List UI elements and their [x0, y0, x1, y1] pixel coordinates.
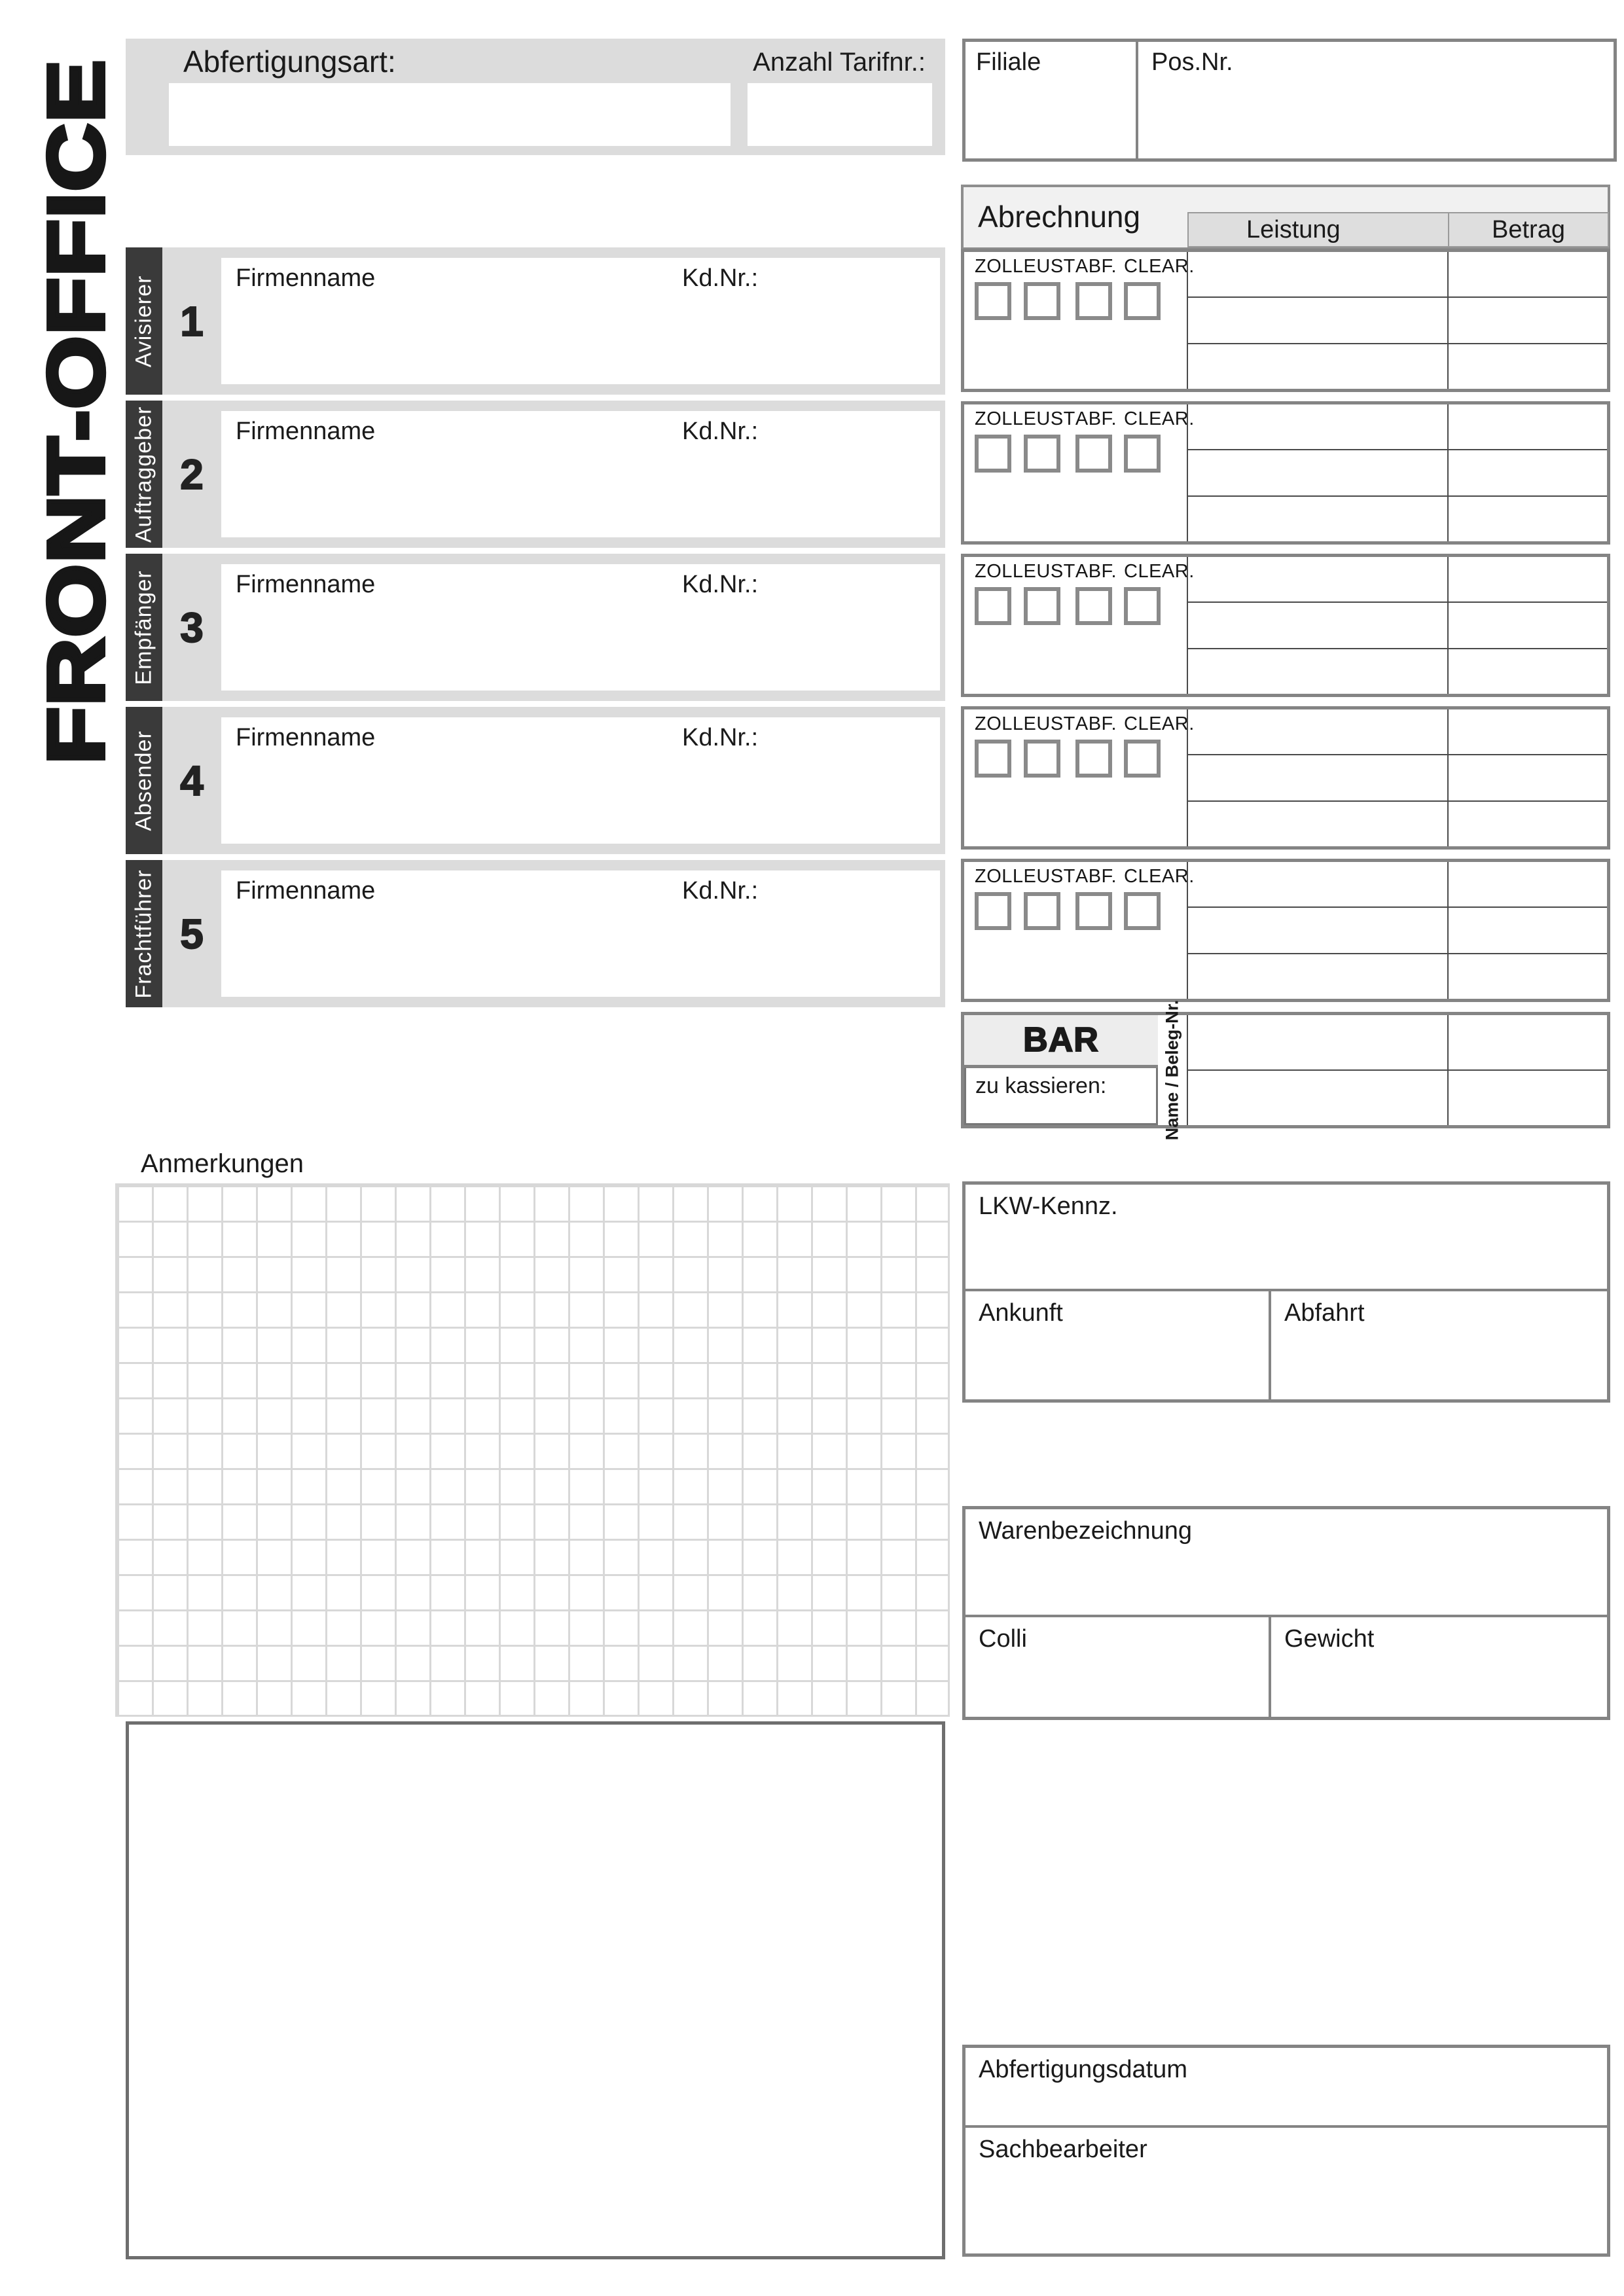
- zoll-checkbox[interactable]: [975, 587, 1011, 625]
- clear-checkbox[interactable]: [1124, 892, 1161, 930]
- zoll-label: ZOLL: [975, 713, 1024, 734]
- role-label: Empfänger: [131, 569, 156, 685]
- betrag-cell[interactable]: [1447, 649, 1607, 694]
- eust-checkbox[interactable]: [1024, 435, 1060, 473]
- role-label: Absender: [131, 730, 156, 831]
- party-row-frachtfuehrer: [126, 860, 945, 1007]
- bar-table: [1187, 1015, 1607, 1125]
- name-beleg-label: Name / Beleg-Nr.: [1162, 999, 1182, 1141]
- role-label: Auftraggeber: [131, 406, 156, 543]
- party-row-absender: [126, 707, 945, 854]
- eust-checkbox[interactable]: [1024, 740, 1060, 778]
- posnr-label: Pos.Nr.: [1151, 48, 1233, 76]
- party-band: [162, 247, 945, 395]
- betrag-cell[interactable]: [1447, 298, 1607, 342]
- eust-label: EUST: [1023, 561, 1075, 582]
- clear-checkbox[interactable]: [1124, 282, 1161, 320]
- firmenname-input[interactable]: [221, 258, 940, 384]
- clear-checkbox[interactable]: [1124, 435, 1161, 473]
- party-number: 2: [180, 450, 204, 498]
- colli-label: Colli: [979, 1625, 1027, 1653]
- checkbox-cell: [964, 709, 1195, 846]
- abf-checkbox[interactable]: [1075, 740, 1112, 778]
- party-number: 1: [180, 297, 204, 345]
- party-number: 3: [180, 603, 204, 651]
- leistung-betrag-table: [1187, 252, 1607, 389]
- betrag-cell[interactable]: [1447, 344, 1607, 389]
- anmerkungen-grid[interactable]: [115, 1183, 950, 1717]
- abfertigung-section: [962, 2045, 1610, 2257]
- clear-label: CLEAR.: [1124, 866, 1195, 887]
- firmenname-input[interactable]: [221, 870, 940, 997]
- anmerkungen-label: Anmerkungen: [141, 1149, 304, 1178]
- leistung-cell[interactable]: [1188, 954, 1447, 999]
- abfertigungsart-input[interactable]: [169, 83, 731, 146]
- leistung-cell[interactable]: [1188, 450, 1447, 495]
- party-number: 5: [180, 910, 204, 958]
- gewicht-field[interactable]: [1271, 1617, 1607, 1717]
- sachbearbeiter-field[interactable]: [965, 2128, 1607, 2253]
- zoll-checkbox[interactable]: [975, 435, 1011, 473]
- leistung-cell[interactable]: [1188, 802, 1447, 846]
- zoll-label: ZOLL: [975, 866, 1024, 887]
- leistung-cell[interactable]: [1188, 862, 1447, 906]
- posnr-field[interactable]: [1138, 42, 1614, 158]
- firmenname-label: Firmenname: [236, 877, 376, 905]
- leistung-cell[interactable]: [1188, 649, 1447, 694]
- abfertigungsart-section: [126, 39, 945, 155]
- eust-label: EUST: [1023, 866, 1075, 887]
- firmenname-label: Firmenname: [236, 418, 376, 445]
- party-number: 4: [180, 757, 204, 804]
- abrechnung-header: [961, 185, 1610, 250]
- role-tab: [126, 247, 162, 395]
- leistung-betrag-table: [1187, 709, 1607, 846]
- leistung-betrag-table: [1187, 404, 1607, 541]
- form-title-vertical: [31, 31, 120, 764]
- betrag-cell[interactable]: [1447, 755, 1607, 800]
- betrag-cell[interactable]: [1447, 709, 1607, 754]
- leistung-cell[interactable]: [1188, 252, 1447, 296]
- abf-checkbox[interactable]: [1075, 282, 1112, 320]
- party-band: [162, 860, 945, 1007]
- zoll-checkbox[interactable]: [975, 282, 1011, 320]
- abfahrt-field[interactable]: [1271, 1291, 1607, 1399]
- role-tab: [126, 707, 162, 854]
- kdnr-label: Kd.Nr.:: [682, 877, 759, 905]
- kdnr-label: Kd.Nr.:: [682, 418, 759, 445]
- clear-checkbox[interactable]: [1124, 740, 1161, 778]
- anzahl-tarifnr-label: Anzahl Tarifnr.:: [753, 48, 926, 77]
- leistung-cell[interactable]: [1188, 603, 1447, 647]
- firmenname-label: Firmenname: [236, 571, 376, 598]
- betrag-cell[interactable]: [1447, 1015, 1607, 1069]
- abrechnung-group-1: [961, 249, 1610, 392]
- leistung-cell[interactable]: [1188, 497, 1447, 541]
- zu-kassieren-label: zu kassieren:: [975, 1073, 1107, 1098]
- leistung-betrag-table: [1187, 557, 1607, 694]
- checkbox-cell: [964, 557, 1195, 694]
- firmenname-input[interactable]: [221, 564, 940, 691]
- ankunft-label: Ankunft: [979, 1299, 1063, 1327]
- party-row-auftraggeber: [126, 401, 945, 548]
- betrag-cell[interactable]: [1447, 1071, 1607, 1125]
- filiale-posnr-box: [962, 39, 1617, 162]
- betrag-cell[interactable]: [1447, 802, 1607, 846]
- warenbezeichnung-field[interactable]: [965, 1509, 1607, 1617]
- filiale-field[interactable]: [965, 42, 1138, 158]
- leistung-column-header: Leistung: [1187, 212, 1449, 247]
- eust-label: EUST: [1023, 256, 1075, 277]
- betrag-column-header: Betrag: [1448, 212, 1609, 247]
- form-title: FRONT-OFFICE: [31, 59, 120, 764]
- party-row-empfaenger: [126, 554, 945, 701]
- leistung-cell[interactable]: [1188, 755, 1447, 800]
- leistung-cell[interactable]: [1188, 557, 1447, 601]
- warenbezeichnung-label: Warenbezeichnung: [979, 1517, 1193, 1545]
- leistung-cell[interactable]: [1188, 1071, 1447, 1125]
- role-tab: [126, 554, 162, 701]
- betrag-cell[interactable]: [1447, 954, 1607, 999]
- abfertigungsdatum-label: Abfertigungsdatum: [979, 2056, 1187, 2083]
- anzahl-tarifnr-input[interactable]: [748, 83, 932, 146]
- zu-kassieren-field[interactable]: [964, 1068, 1158, 1125]
- abf-checkbox[interactable]: [1075, 892, 1112, 930]
- leistung-betrag-table: [1187, 862, 1607, 999]
- abfertigungsdatum-field[interactable]: [965, 2048, 1607, 2128]
- abfertigungsart-label: Abfertigungsart:: [183, 45, 396, 79]
- leistung-cell[interactable]: [1188, 298, 1447, 342]
- zoll-label: ZOLL: [975, 408, 1024, 429]
- role-tab: [126, 860, 162, 1007]
- betrag-cell[interactable]: [1447, 404, 1607, 449]
- betrag-cell[interactable]: [1447, 450, 1607, 495]
- filiale-label: Filiale: [976, 48, 1041, 76]
- name-beleg-strip: [1158, 999, 1187, 1141]
- kdnr-label: Kd.Nr.:: [682, 264, 759, 292]
- leistung-cell[interactable]: [1188, 1015, 1447, 1069]
- waren-section: [962, 1506, 1610, 1720]
- role-tab: [126, 401, 162, 548]
- party-band: [162, 554, 945, 701]
- eust-checkbox[interactable]: [1024, 892, 1060, 930]
- lkw-section: [962, 1181, 1610, 1403]
- lkw-kennz-field[interactable]: [965, 1185, 1607, 1291]
- abf-label: ABF.: [1075, 256, 1117, 277]
- betrag-cell[interactable]: [1447, 862, 1607, 906]
- gewicht-label: Gewicht: [1284, 1625, 1375, 1653]
- abf-label: ABF.: [1075, 866, 1117, 887]
- leistung-cell[interactable]: [1188, 709, 1447, 754]
- abf-checkbox[interactable]: [1075, 587, 1112, 625]
- leistung-cell[interactable]: [1188, 404, 1447, 449]
- eust-label: EUST: [1023, 408, 1075, 429]
- party-band: [162, 707, 945, 854]
- eust-label: EUST: [1023, 713, 1075, 734]
- zoll-checkbox[interactable]: [975, 892, 1011, 930]
- sachbearbeiter-label: Sachbearbeiter: [979, 2136, 1147, 2163]
- abfahrt-label: Abfahrt: [1284, 1299, 1365, 1327]
- clear-label: CLEAR.: [1124, 408, 1195, 429]
- firmenname-label: Firmenname: [236, 724, 376, 751]
- leistung-cell[interactable]: [1188, 344, 1447, 389]
- firmenname-input[interactable]: [221, 717, 940, 844]
- abrechnung-group-5: [961, 859, 1610, 1002]
- betrag-cell[interactable]: [1447, 252, 1607, 296]
- kdnr-label: Kd.Nr.:: [682, 571, 759, 598]
- bar-title: BAR: [964, 1015, 1158, 1068]
- firmenname-input[interactable]: [221, 411, 940, 537]
- zoll-checkbox[interactable]: [975, 740, 1011, 778]
- clear-checkbox[interactable]: [1124, 587, 1161, 625]
- abf-label: ABF.: [1075, 408, 1117, 429]
- checkbox-cell: [964, 404, 1195, 541]
- party-row-avisierer: [126, 247, 945, 395]
- firmenname-label: Firmenname: [236, 264, 376, 292]
- checkbox-cell: [964, 252, 1195, 389]
- role-label: Frachtführer: [131, 869, 156, 999]
- colli-field[interactable]: [965, 1617, 1271, 1717]
- eust-checkbox[interactable]: [1024, 587, 1060, 625]
- clear-label: CLEAR.: [1124, 256, 1195, 277]
- role-label: Avisierer: [131, 275, 156, 367]
- kdnr-label: Kd.Nr.:: [682, 724, 759, 751]
- abrechnung-group-3: [961, 554, 1610, 697]
- clear-label: CLEAR.: [1124, 561, 1195, 582]
- bar-left: [964, 1015, 1158, 1125]
- abf-label: ABF.: [1075, 713, 1117, 734]
- abrechnung-title: Abrechnung: [978, 200, 1141, 234]
- abf-checkbox[interactable]: [1075, 435, 1112, 473]
- notes-box[interactable]: [126, 1721, 945, 2259]
- zoll-label: ZOLL: [975, 561, 1024, 582]
- abf-label: ABF.: [1075, 561, 1117, 582]
- zoll-label: ZOLL: [975, 256, 1024, 277]
- abrechnung-group-2: [961, 401, 1610, 545]
- betrag-cell[interactable]: [1447, 603, 1607, 647]
- bar-section: [961, 999, 1610, 1141]
- party-band: [162, 401, 945, 548]
- lkw-kennz-label: LKW-Kennz.: [979, 1193, 1118, 1220]
- checkbox-cell: [964, 862, 1195, 999]
- clear-label: CLEAR.: [1124, 713, 1195, 734]
- abrechnung-group-4: [961, 706, 1610, 850]
- betrag-cell[interactable]: [1447, 557, 1607, 601]
- betrag-cell[interactable]: [1447, 497, 1607, 541]
- leistung-cell[interactable]: [1188, 908, 1447, 952]
- eust-checkbox[interactable]: [1024, 282, 1060, 320]
- betrag-cell[interactable]: [1447, 908, 1607, 952]
- ankunft-field[interactable]: [965, 1291, 1271, 1399]
